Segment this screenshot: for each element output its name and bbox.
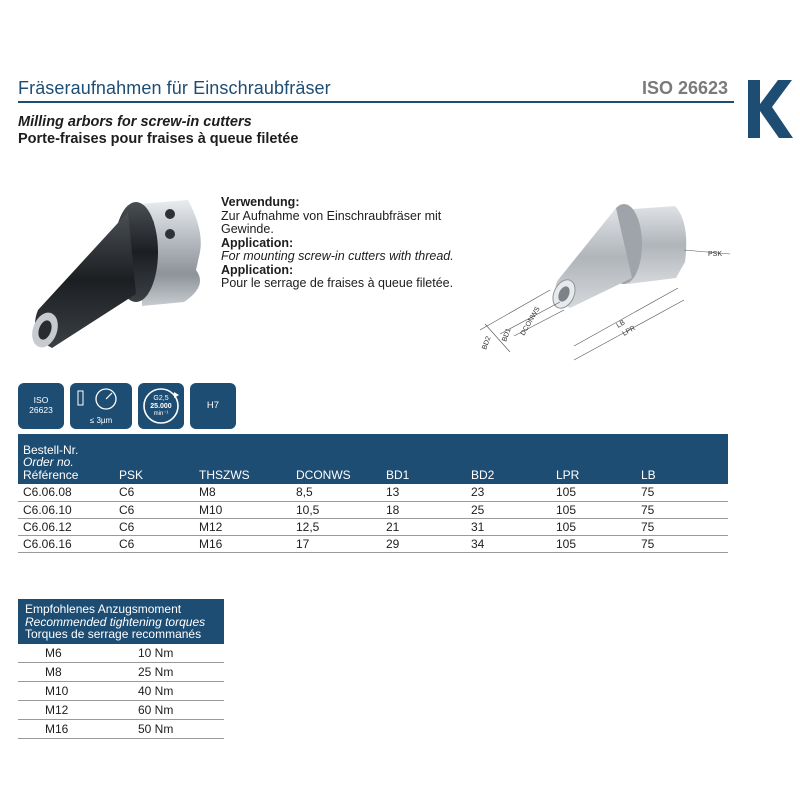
torque-table: [18, 599, 224, 739]
arbor-table: [18, 434, 728, 553]
brand-logo: [746, 80, 794, 138]
runout-value: ≤ 3µm: [89, 416, 113, 425]
cell-torque: 60 Nm: [108, 701, 224, 720]
cell-order-no: C6.06.10: [18, 501, 114, 518]
cell-dconws: 10,5: [291, 501, 381, 518]
runout-badge: [70, 383, 132, 429]
cell-thszws: M8: [194, 484, 291, 501]
drawing-label-lb: LB: [615, 319, 627, 330]
subtitle-french: Porte-fraises pour fraises à queue filetée: [18, 131, 299, 147]
cell-bd1: 29: [381, 535, 466, 552]
torque-row: [18, 682, 224, 701]
column-thszws: THSZWS: [194, 434, 291, 484]
cell-order-no: C6.06.16: [18, 535, 114, 552]
dimension-drawing: [470, 192, 740, 370]
column-bd1: BD1: [381, 434, 466, 484]
cell-lb: 75: [636, 484, 728, 501]
drawing-label-dconws: DCONWS: [519, 305, 542, 337]
cell-lb: 75: [636, 501, 728, 518]
cell-bd1: 21: [381, 518, 466, 535]
cell-bd1: 18: [381, 501, 466, 518]
drawing-label-bd2: BD2: [481, 335, 493, 351]
iso-badge-line1: ISO: [33, 395, 49, 405]
cell-lpr: 105: [551, 501, 636, 518]
iso-badge: [18, 383, 64, 429]
order-header-fr: Référence: [23, 467, 79, 482]
usage-text-de: Zur Aufnahme von Einschraubfräser mit Gewinde.: [221, 208, 442, 236]
cell-thread: M16: [18, 720, 108, 739]
page-title: Fräseraufnahmen für Einschraubfräser: [18, 78, 331, 98]
torque-header-fr: Torques de serrage recommanés: [25, 627, 202, 641]
order-header-de: Bestell-Nr.: [23, 442, 79, 457]
torque-row: [18, 701, 224, 720]
balance-speed: 25.000: [150, 403, 172, 410]
cell-bd2: 25: [466, 501, 551, 518]
cell-order-no: C6.06.08: [18, 484, 114, 501]
column-psk: PSK: [114, 434, 194, 484]
cell-psk: C6: [114, 535, 194, 552]
cell-bd1: 13: [381, 484, 466, 501]
subtitle-english: Milling arbors for screw-in cutters: [18, 114, 252, 130]
balance-unit: min⁻¹: [153, 411, 169, 417]
usage-heading-de: Verwendung:: [221, 195, 300, 209]
torque-header-en: Recommended tightening torques: [25, 614, 206, 629]
cell-dconws: 17: [291, 535, 381, 552]
cell-lb: 75: [636, 518, 728, 535]
balance-grade: G2,5: [153, 395, 169, 402]
runout-gauge-icon: [70, 383, 132, 429]
cell-torque: 10 Nm: [108, 644, 224, 663]
cell-torque: 40 Nm: [108, 682, 224, 701]
usage-heading-fr: Application:: [221, 262, 294, 277]
cell-thread: M6: [18, 644, 108, 663]
column-order-no: [18, 434, 114, 484]
cell-bd2: 34: [466, 535, 551, 552]
table-row: [18, 484, 728, 501]
table-row: [18, 518, 728, 535]
cell-torque: 50 Nm: [108, 720, 224, 739]
header-divider: [18, 101, 734, 103]
standard-label: ISO 26623: [641, 78, 728, 98]
cell-thread: M12: [18, 701, 108, 720]
torque-row: [18, 720, 224, 739]
cell-psk: C6: [114, 501, 194, 518]
column-bd2: BD2: [466, 434, 551, 484]
cell-lpr: 105: [551, 518, 636, 535]
cell-bd2: 31: [466, 518, 551, 535]
usage-text-en: For mounting screw-in cutters with thread.: [221, 249, 454, 263]
usage-description: [221, 196, 483, 291]
torque-header: [18, 599, 224, 644]
tolerance-badge: H7: [190, 383, 236, 429]
cell-thread: M8: [18, 663, 108, 682]
drawing-label-psk: PSK: [708, 251, 723, 258]
torque-table-header: [18, 599, 224, 644]
cell-thszws: M12: [194, 518, 291, 535]
drawing-label-bd1: BD1: [501, 327, 513, 343]
cell-thszws: M16: [194, 535, 291, 552]
torque-row: [18, 644, 224, 663]
cell-lpr: 105: [551, 484, 636, 501]
column-lpr: LPR: [551, 434, 636, 484]
cell-dconws: 8,5: [291, 484, 381, 501]
torque-row: [18, 663, 224, 682]
cell-psk: C6: [114, 484, 194, 501]
cell-bd2: 23: [466, 484, 551, 501]
torque-header-de: Empfohlenes Anzugsmoment: [25, 602, 182, 616]
cell-lpr: 105: [551, 535, 636, 552]
cell-psk: C6: [114, 518, 194, 535]
balance-badge: [138, 383, 184, 429]
order-header-en: Order no.: [23, 455, 74, 469]
cell-order-no: C6.06.12: [18, 518, 114, 535]
product-photo: [18, 190, 214, 358]
cell-thszws: M10: [194, 501, 291, 518]
table-row: [18, 535, 728, 552]
table-row: [18, 501, 728, 518]
cell-thread: M10: [18, 682, 108, 701]
column-dconws: DCONWS: [291, 434, 381, 484]
usage-text-fr: Pour le serrage de fraises à queue filetée.: [221, 276, 454, 290]
arbor-table-header: [18, 434, 728, 484]
cell-lb: 75: [636, 535, 728, 552]
cell-torque: 25 Nm: [108, 663, 224, 682]
iso-badge-line2: 26623: [29, 405, 53, 415]
drawing-label-lpr: LPR: [621, 324, 637, 338]
balance-icon: [138, 383, 184, 429]
usage-heading-en: Application:: [221, 235, 294, 250]
cell-dconws: 12,5: [291, 518, 381, 535]
column-lb: LB: [636, 434, 728, 484]
